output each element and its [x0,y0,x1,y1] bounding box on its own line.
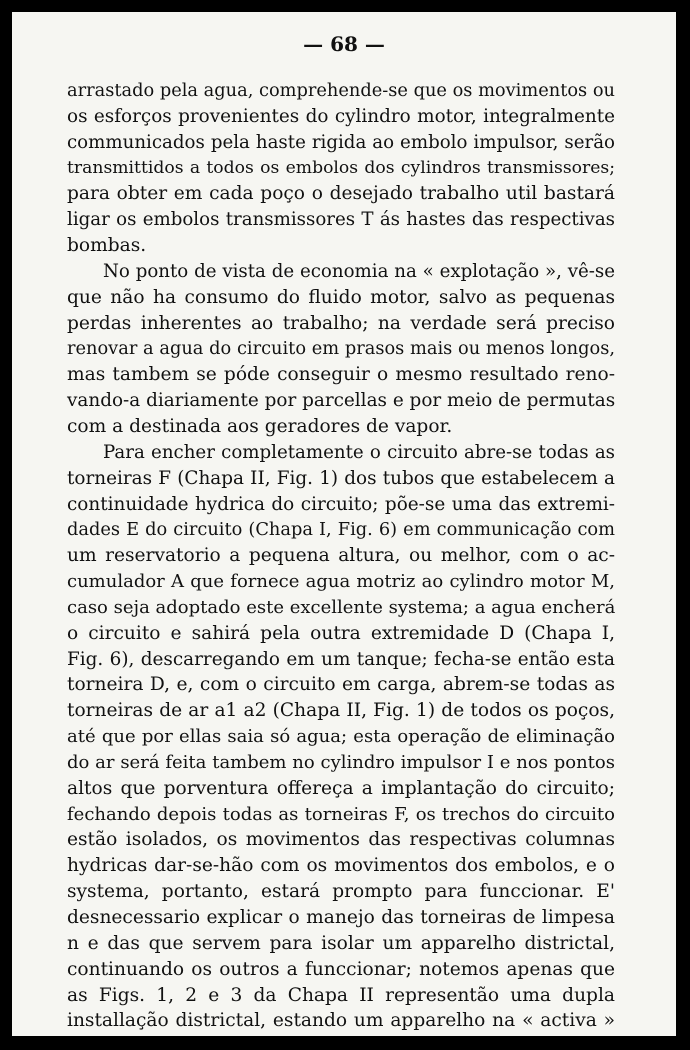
text-line: o circuito e sahirá pela outra extremidade D (Chapa I, [67,622,615,644]
text-line: installação districtal, estando um apparelho na « activa » [67,1010,615,1032]
text-line: do ar será feita tambem no cylindro impulsor I e nos pontos [67,751,615,773]
text-line: estão isolados, os movimentos das respectivas columnas [67,829,615,851]
text-line: até que por ellas saia só agua; esta operação de eliminação [67,726,615,748]
text-line: renovar a agua do circuito em prasos mais ou menos longos, [67,338,615,360]
text-line: para obter em cada poço o desejado trabalho util bastará [67,183,615,205]
text-line: mas tambem se póde conseguir o mesmo resultado reno- [67,364,615,386]
text-line: hydricas dar-se-hão com os movimentos dos embolos, e o [67,855,615,877]
text-line: communicados pela haste rigida ao embolo impulsor, serão [67,131,615,153]
text-line: continuidade hydrica do circuito; põe-se uma das extremi- [67,493,615,515]
text-line: bombas. [67,235,147,257]
text-line: transmittidos a todos os embolos dos cylindros transmissores; [67,157,615,178]
text-line: torneira D, e, com o circuito em carga, abrem-se todas as [67,674,615,696]
text-line: fechando depois todas as torneiras F, os trechos do circuito [67,803,615,825]
text-line: perdas inherentes ao trabalho; na verdade será preciso [67,312,615,334]
text-line: n e das que servem para isolar um apparelho districtal, [67,932,615,954]
text-line: Para encher completamente o circuito abre-se todas as [103,441,615,463]
text-line: os esforços provenientes do cylindro motor, integralmente [67,105,615,127]
text-line: arrastado pela agua, comprehende-se que os movimentos ou [67,80,615,101]
page-number: — 68 — [303,32,385,56]
text-line: um reservatorio a pequena altura, ou melhor, com o ac- [67,545,615,567]
text-line: cumulador A que fornece agua motriz ao cylindro motor M, [67,571,615,593]
text-line: altos que porventura offereça a implantação do circuito; [67,777,615,799]
text-line: dades E do circuito (Chapa I, Fig. 6) em communicação com [67,519,615,541]
text-line: Fig. 6), descarregando em um tanque; fecha-se então esta [67,648,615,670]
text-line: torneiras de ar a1 a2 (Chapa II, Fig. 1) de todos os poços, [67,700,615,722]
text-line: continuando os outros a funccionar; notemos apenas que [67,958,615,980]
text-line: as Figs. 1, 2 e 3 da Chapa II representão uma dupla [67,984,615,1006]
text-line: vando-a diariamente por parcellas e por meio de permutas [67,390,616,412]
text-line: torneiras F (Chapa II, Fig. 1) dos tubos que estabelecem a [67,467,615,489]
text-line: No ponto de vista de economia na « explotação », vê-se [103,260,615,282]
text-line: desnecessario explicar o manejo das torneiras de limpesa [67,907,615,928]
text-line: que não ha consumo do fluido motor, salvo as pequenas [67,286,615,308]
text-line: caso seja adoptado este excellente systema; a agua encherá [67,596,616,618]
text-line: ligar os embolos transmissores T ás hastes das respectivas [67,209,615,231]
text-line: com a destinada aos geradores de vapor. [67,415,453,437]
book-page [12,12,676,1036]
text-line: systema, portanto, estará prompto para funccionar. E' [67,881,615,903]
body-text [67,78,615,1034]
